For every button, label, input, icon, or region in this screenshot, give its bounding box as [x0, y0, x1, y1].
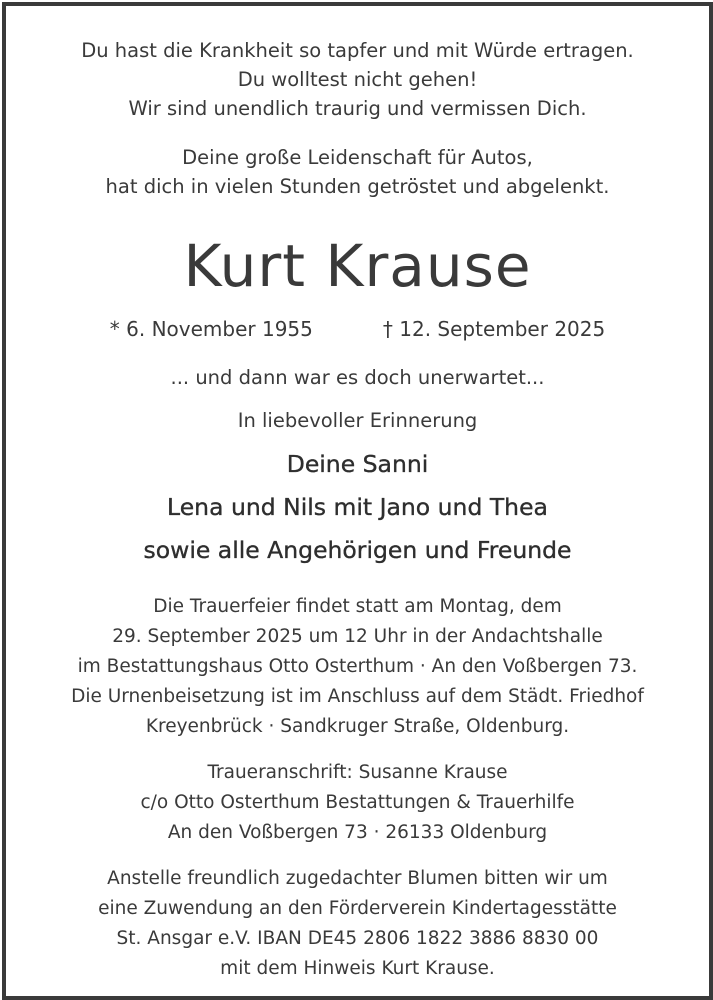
poem-line: Du hast die Krankheit so tapfer und mit Würde ertragen. — [81, 39, 634, 62]
poem-line: Deine große Leidenschaft für Autos, — [182, 146, 533, 169]
life-dates — [6, 317, 709, 341]
ceremony-line: im Bestattungshaus Otto Osterthum · An den Voßbergen 73. — [77, 656, 638, 677]
death-date: † 12. September 2025 — [382, 317, 606, 341]
address-line: Traueranschrift: Susanne Krause — [207, 762, 508, 783]
memory-line: In liebevoller Erinnerung — [237, 409, 478, 432]
ceremony-line: 29. September 2025 um 12 Uhr in der Andachtshalle — [112, 626, 603, 647]
ceremony-line: Kreyenbrück · Sandkruger Straße, Oldenburg. — [145, 716, 570, 737]
donation-line: Anstelle freundlich zugedachter Blumen bitten wir um — [107, 868, 608, 889]
deceased-name: Kurt Krause — [183, 232, 532, 300]
family-line: sowie alle Angehörigen und Freunde — [143, 536, 572, 564]
unexpected-line: ... und dann war es doch unerwartet... — [170, 366, 545, 389]
notice-border — [2, 2, 713, 1000]
poem-line: Du wolltest nicht gehen! — [237, 68, 478, 91]
ceremony-line: Die Trauerfeier findet statt am Montag, dem — [153, 596, 562, 617]
family-line: Lena und Nils mit Jano und Thea — [167, 493, 548, 521]
address-line: An den Voßbergen 73 · 26133 Oldenburg — [167, 822, 548, 843]
birth-date: * 6. November 1955 — [109, 317, 313, 341]
obituary-content — [6, 6, 709, 996]
donation-line: St. Ansgar e.V. IBAN DE45 2806 1822 3886 8830 00 — [116, 928, 599, 949]
family-line: Deine Sanni — [286, 450, 429, 478]
poem-line: hat dich in vielen Stunden getröstet und abgelenkt. — [105, 175, 610, 198]
ceremony-line: Die Urnenbeisetzung ist im Anschluss auf dem Städt. Friedhof — [71, 686, 644, 707]
poem-line: Wir sind unendlich traurig und vermissen Dich. — [128, 97, 587, 120]
donation-line: eine Zuwendung an den Förderverein Kindertagesstätte — [98, 898, 617, 919]
donation-line: mit dem Hinweis Kurt Krause. — [220, 958, 495, 979]
address-line: c/o Otto Osterthum Bestattungen & Trauerhilfe — [140, 792, 575, 813]
